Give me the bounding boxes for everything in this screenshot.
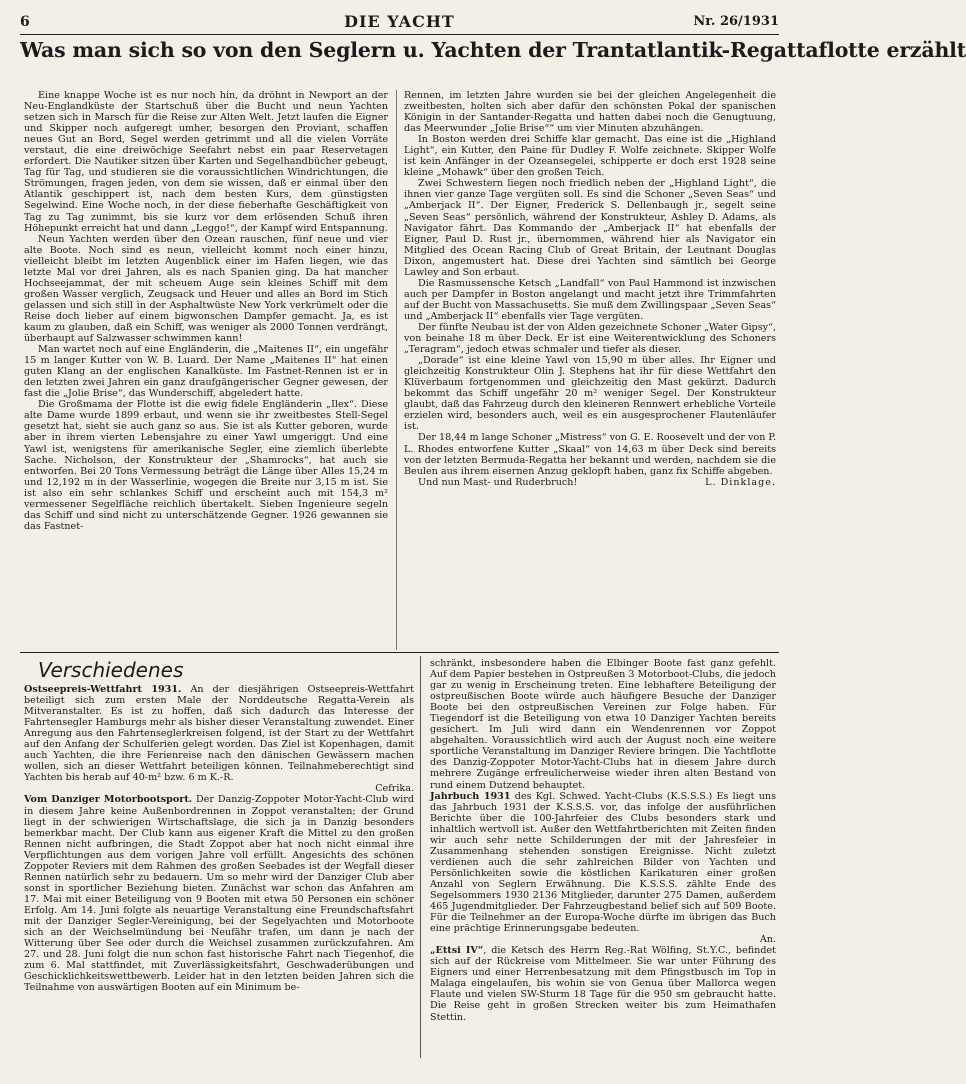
news-signature: Cefrika. (375, 783, 414, 795)
paragraph: Die Großmama der Flotte ist die ewig fidele Engländerin „Ilex“. Diese alte Dame wurde 1899 erbaut, und wenn sie ihr zweitbestes Stell-Segel gesetzt hat, sieht sie auch ganz so aus. Sie ist als Kutter geboren, wurde aber in ihrem vierten Lebensjahre zu einer Yawl umgeriggt. Und eine Yawl ist, wenigstens für amerikanische Segler, eine ziemlich überlebte Sache. Nicholson, der Konstrukteur der „Shamrocks“, hat auch sie entworfen. Bei 20 Tons Vermessung beträgt die Länge über Alles 15,24 m und 12,192 m in der Wasserlinie, wogegen die Breite nur 3,15 m ist. Sie ist also ein sehr schlankes Schiff und erscheint auch mit 154,3 m² vermessener Segelfläche reichlich übertakelt. Sieben Ingenieure segeln das Schiff und sind nicht zu unterschätzende Gegner. 1926 gewannen sie das Fastnet- (24, 399, 388, 532)
news-heading: Ostseepreis-Wettfahrt 1931. (24, 684, 182, 695)
news-heading: Vom Danziger Motorbootsport. (24, 794, 193, 806)
article-title: Was man sich so von den Seglern u. Yachten der Trantatlantik-Regattaflotte erzählt (20, 38, 966, 62)
news-heading: Jahrbuch 1931 (430, 790, 511, 802)
news-signature: An. (759, 934, 776, 946)
paragraph: „Dorade“ ist eine kleine Yawl von 15,90 m über alles. Ihr Eigner und gleichzeitig Konstrukteur Olin J. Stephens hat ihr für diese Wettfahrt den Klüverbaum fortgenommen und gleichzeitig den Mast gekürzt. Dadurch bekommt das Schiff ungefähr 20 m² weniger Segel. Der Konstrukteur glaubt, daß das Fahrzeug durch den kleineren Rennwert erhebliche Vorteile erzielen wird, besonders auch, weil es ein ausgesprochener Flautenläufer ist. (404, 355, 776, 433)
news-text: , die Ketsch des Herrn Reg.-Rat Wölfing, St.Y.C., befindet sich auf der Rückreise vom Mittelmeer. Sie war unter Führung des Eigners und einer Herrenbesatzung mit dem Pfingstbusch im Top in Malaga eingelaufen, bis wohin sie von Genua über Mallorca wegen Flaute und vielen SW-Sturm 18 Tage für die 950 sm gebraucht hatte. Die Reise geht in großen Strecken weiter bis zum Heimathafen Stettin. (430, 945, 777, 1023)
news-item (430, 658, 776, 791)
news-heading: „Ettsi IV“ (430, 945, 484, 957)
news-text: Der Danzig-Zoppoter Motor-Yacht-Club wird in diesem Jahre keine Außenbordrennen in Zoppot veranstalten; der Grund liegt in der schwierigen Wirtschaftslage, die sich ja in Danzig besonders bemerkbar macht. Der Club kann aus eigener Kraft die Mittel zu den großen Rennen nicht aufbringen, die Stadt Zoppot aber hat noch nicht einmal ihre Verpflichtungen aus dem vorigen Jahre voll erfüllt. Angesichts des schönen Zoppoter Reviers mit dem Rahmen des großen Seebades ist der Wegfall dieser Rennen natürlich sehr zu bedauern. Um so mehr wird der Danziger Club aber sonst in sportlicher Beziehung bieten. Zunächst war schon das Anfahren am 17. Mai mit einer Beteiligung von 9 Booten mit etwa 50 Personen ein schöner Erfolg. Am 14. Juni folgte als neuartige Veranstaltung eine Freundschaftsfahrt mit der Danziger Segler-Vereinigung, bei der Segelyachten und Motorboote sich an der Weichselmündung bei Neufähr trafen, um dann je nach der Witterung über See oder durch die Weichsel zusammen zurückzufahren. Am 27. und 28. Juni folgt die nun schon fast historische Fahrt nach Tiegenhof, die zum 6. Mal stattfindet, mit Zuverlässigkeitsfahrt, Geschwaderübungen und Geschicklichkeitswettbewerb. Leider hat in den letzten beiden Jahren sich die Teilnahme von auswärtigen Booten auf ein Minimum be- (24, 794, 414, 994)
article-column-1 (24, 90, 388, 650)
author: L. Dinklage. (705, 476, 776, 488)
article-signoff (404, 477, 776, 488)
column-divider (396, 90, 397, 650)
paragraph: Eine knappe Woche ist es nur noch hin, da dröhnt in Newport an der Neu-Englandküste der Startschuß über die Bucht und neun Yachten setzen sich in Marsch für die Reise zur Alten Welt. Jetzt laufen die Eigner und Skipper noch aufgeregt umher, besorgen den Proviant, schaffen neues Gut an Bord, Segel werden getrimmt und all die vielen Vorräte verstaut, die eine dreiwöchige Seefahrt nebst ein paar Reservetagen erfordert. Die Nautiker sitzen über Karten und Segelhandbücher gebeugt, Tag für Tag, und studieren sie die voraussichtlichen Windrichtungen, die Strömungen, fragen jeden, von dem sie wissen, daß er einmal über den Atlantik geschippert ist, nach dem besten Kurs, dem günstigsten Segelwind. Eine Woche noch, in der diese fieberhafte Geschäftigkeit von Tag zu Tag zunimmt, bis sie kurz vor dem erlösenden Schuß ihren Höhepunkt erreicht hat und dann „Leggo!“, der Kampf wird Entspannung. (24, 90, 388, 234)
paragraph: Der fünfte Neubau ist der von Alden gezeichnete Schoner „Water Gipsy“, von beinahe 18 m über Deck. Er ist eine Weiterentwicklung des Schoners „Teragram“, jedoch etwas schmaler und tiefer als dieser. (404, 321, 776, 356)
issue-number: Nr. 26/1931 (693, 14, 779, 29)
page-header (20, 8, 779, 35)
column-divider (420, 656, 421, 1058)
paragraph: Rennen, im letzten Jahre wurden sie bei der gleichen Angelegenheit die zweitbesten, holten sich aber dafür den schönsten Pokal der spanischen Königin in der Santander-Regatta und hatten dabei noch die Genugtuung, das Meerwunder „Jolie Brise““ um vier Minuten abzuhängen. (404, 90, 776, 135)
paragraph: Neun Yachten werden über den Ozean rauschen, fünf neue und vier alte Boote. Noch sind es neun, vielleicht kommt noch einer hinzu, vielleicht bleibt im letzten Augenblick einer im Hafen liegen, wie das letzte Mal vor drei Jahren, als es nach Spanien ging. Da hat mancher Hochseejammat, der mit scheuem Auge sein kleines Schiff mit dem großen Wasser verglich, Zeugsack und Heuer und alles an Bord im Stich gelassen und sich still in der Asphaltwüste New York verkrümelt oder die Reise doch lieber auf einem bigwonschen Dampfer gemacht. Ja, es ist kaum zu glauben, daß ein Schiff, was weniger als 2000 Tonnen verdrängt, überhaupt auf Salzwasser schwimmen kann! (24, 233, 388, 345)
paragraph: Zwei Schwestern liegen noch friedlich neben der „Highland Light“, die ihnen vier ganze Tage vergüten soll. Es sind die Schoner „Seven Seas“ und „Amberjack II“. Der Eigner, Frederick S. Dellenbaugh jr., segelt seine „Seven Seas“ persönlich, während der Konstrukteur, Ashley D. Adams, als Navigator fährt. Das Kommando der „Amberjack II“ hat ebenfalls der Eigner, Paul D. Rust jr., übernommen, während hier als Navigator ein Mitglied des Ocean Racing Club of Great Britain, der Leutnant Douglas Dixon, angemustert hat. Diese drei Yachten sind sämtlich bei George Lawley and Son erbaut. (404, 178, 776, 278)
news-text: schränkt, insbesondere haben die Elbinger Boote fast ganz gefehlt. Auf dem Papier bestehen in Ostpreußen 3 Motorboot-Clubs, die jedoch gar zu wenig in Erscheinung treten. Eine lebhaftere Beteiligung der ostpreußischen Boote würde auch häufigere Besuche der Danziger Boote bei den ostpreußischen Vereinen zur Folge haben. Für Tiegendorf ist die Beteiligung von etwa 10 Danziger Yachten bereits gesichert. Im Juli wird dann ein Wendenrennen vor Zoppot abgehalten. Voraussichtlich wird auch der August noch eine weitere sportliche Veranstaltung im Danziger Reviere bringen. Die Yachtflotte des Danzig-Zoppoter Motor-Yacht-Clubs hat in diesem Jahre durch mehrere Zugänge erfreulicherweise wieder ihren alten Bestand von rund einem Dutzend behauptet. (430, 658, 776, 791)
paragraph: Man wartet noch auf eine Engländerin, die „Maitenes II“, ein ungefähr 15 m langer Kutter von W. B. Luard. Der Name „Maitenes II“ hat einen guten Klang an der englischen Kanalküste. Im Fastnet-Rennen ist er in den letzten zwei Jahren ein ganz draufgängerischer Gegner gewesen, der fast die „Jolie Brise“, das Wunderschiff, abgeledert hatte. (24, 344, 388, 400)
section-rule (20, 652, 779, 653)
page (20, 0, 966, 1060)
closing-line: Und nun Mast- und Ruderbruch! (418, 476, 578, 488)
section-column-right (430, 658, 776, 1058)
masthead: DIE YACHT (344, 12, 455, 31)
news-text: des Kgl. Schwed. Yacht-Clubs (K.S.S.S.) Es liegt uns das Jahrbuch 1931 der K.S.S.S. vor, das infolge der ausführlichen Berichte über die 100-Jahrfeier des Clubs besonders stark und inhaltlich wertvoll ist. Außer den Wettfahrtberichten mit Zeiten finden wir auch sehr nette Schilderungen der mit der Jahresfeier in Zusammenhang stehenden sonstigen Ereignisse. Nicht zuletzt verdienen auch die sehr zahlreichen Bilder von Yachten und Persönlichkeiten sowie die köstlichen Karikaturen einer großen Anzahl von Seglern Erwähnung. Die K.S.S.S. zählte Ende des Segelsommers 1930 2136 Mitglieder, darunter 275 Damen, außerdem 465 Jugendmitglieder. Der Fahrzeugbestand belief sich auf 509 Boote. Für die Teilnehmer an der Europa-Woche dürfte im übrigen das Buch eine prächtige Erinnerungsgabe bedeuten. (430, 790, 777, 935)
paragraph: In Boston werden drei Schiffe klar gemacht. Das eine ist die „Highland Light“, ein Kutter, den Paine für Dudley F. Wolfe zeichnete. Skipper Wolfe ist kein Anfänger in der Ozeansegelei, schipperte er doch erst 1928 seine kleine „Mohawk“ über den großen Teich. (404, 134, 776, 179)
page-number: 6 (20, 14, 30, 30)
paragraph: Die Rasmussensche Ketsch „Landfall“ von Paul Hammond ist inzwischen auch per Dampfer in Boston angelangt und macht jetzt ihre Trimmfahrten auf der Bucht von Massachusetts. Sie muß dem Zwillingspaar „Seven Seas“ und „Amberjack II“ ebenfalls vier Tage vergüten. (404, 277, 776, 322)
news-text: An der diesjährigen Ostseepreis-Wettfahrt beteiligt sich zum ersten Male der Norddeutsche Regatta-Verein als Mitveranstalter. Es ist zu hoffen, daß sich dadurch das Interesse der Fahrtensegler Hamburgs mehr als bisher dieser Veranstaltung zuwendet. Einer Anregung aus den Fahrtenseglerkreisen folgend, ist der Start zu der Wettfahrt auf den Anfang der Schulferien gelegt worden. Das Ziel ist Kopenhagen, damit auch Yachten, die ihre Ferienreise nach den dänischen Gewässern machen wollen, sich an dieser Wettfahrt beteiligen können. Teilnahmeberechtigt sind Yachten bis herab auf 40-m² bzw. 6 m K.-R. (24, 684, 414, 784)
paragraph: Der 18,44 m lange Schoner „Mistress“ von G. E. Roosevelt und der von P. L. Rhodes entworfene Kutter „Skaal“ von 14,63 m über Deck sind bereits von der letzten Bermuda-Regatta her bekannt und werden, nachdem sie die Beulen aus ihrem eisernen Anzug geklopft haben, ganz fix Schiffe abgeben. (404, 432, 776, 477)
section-title: Verschiedenes (38, 658, 184, 682)
article-column-2 (404, 90, 776, 650)
section-column-left (24, 658, 414, 1058)
